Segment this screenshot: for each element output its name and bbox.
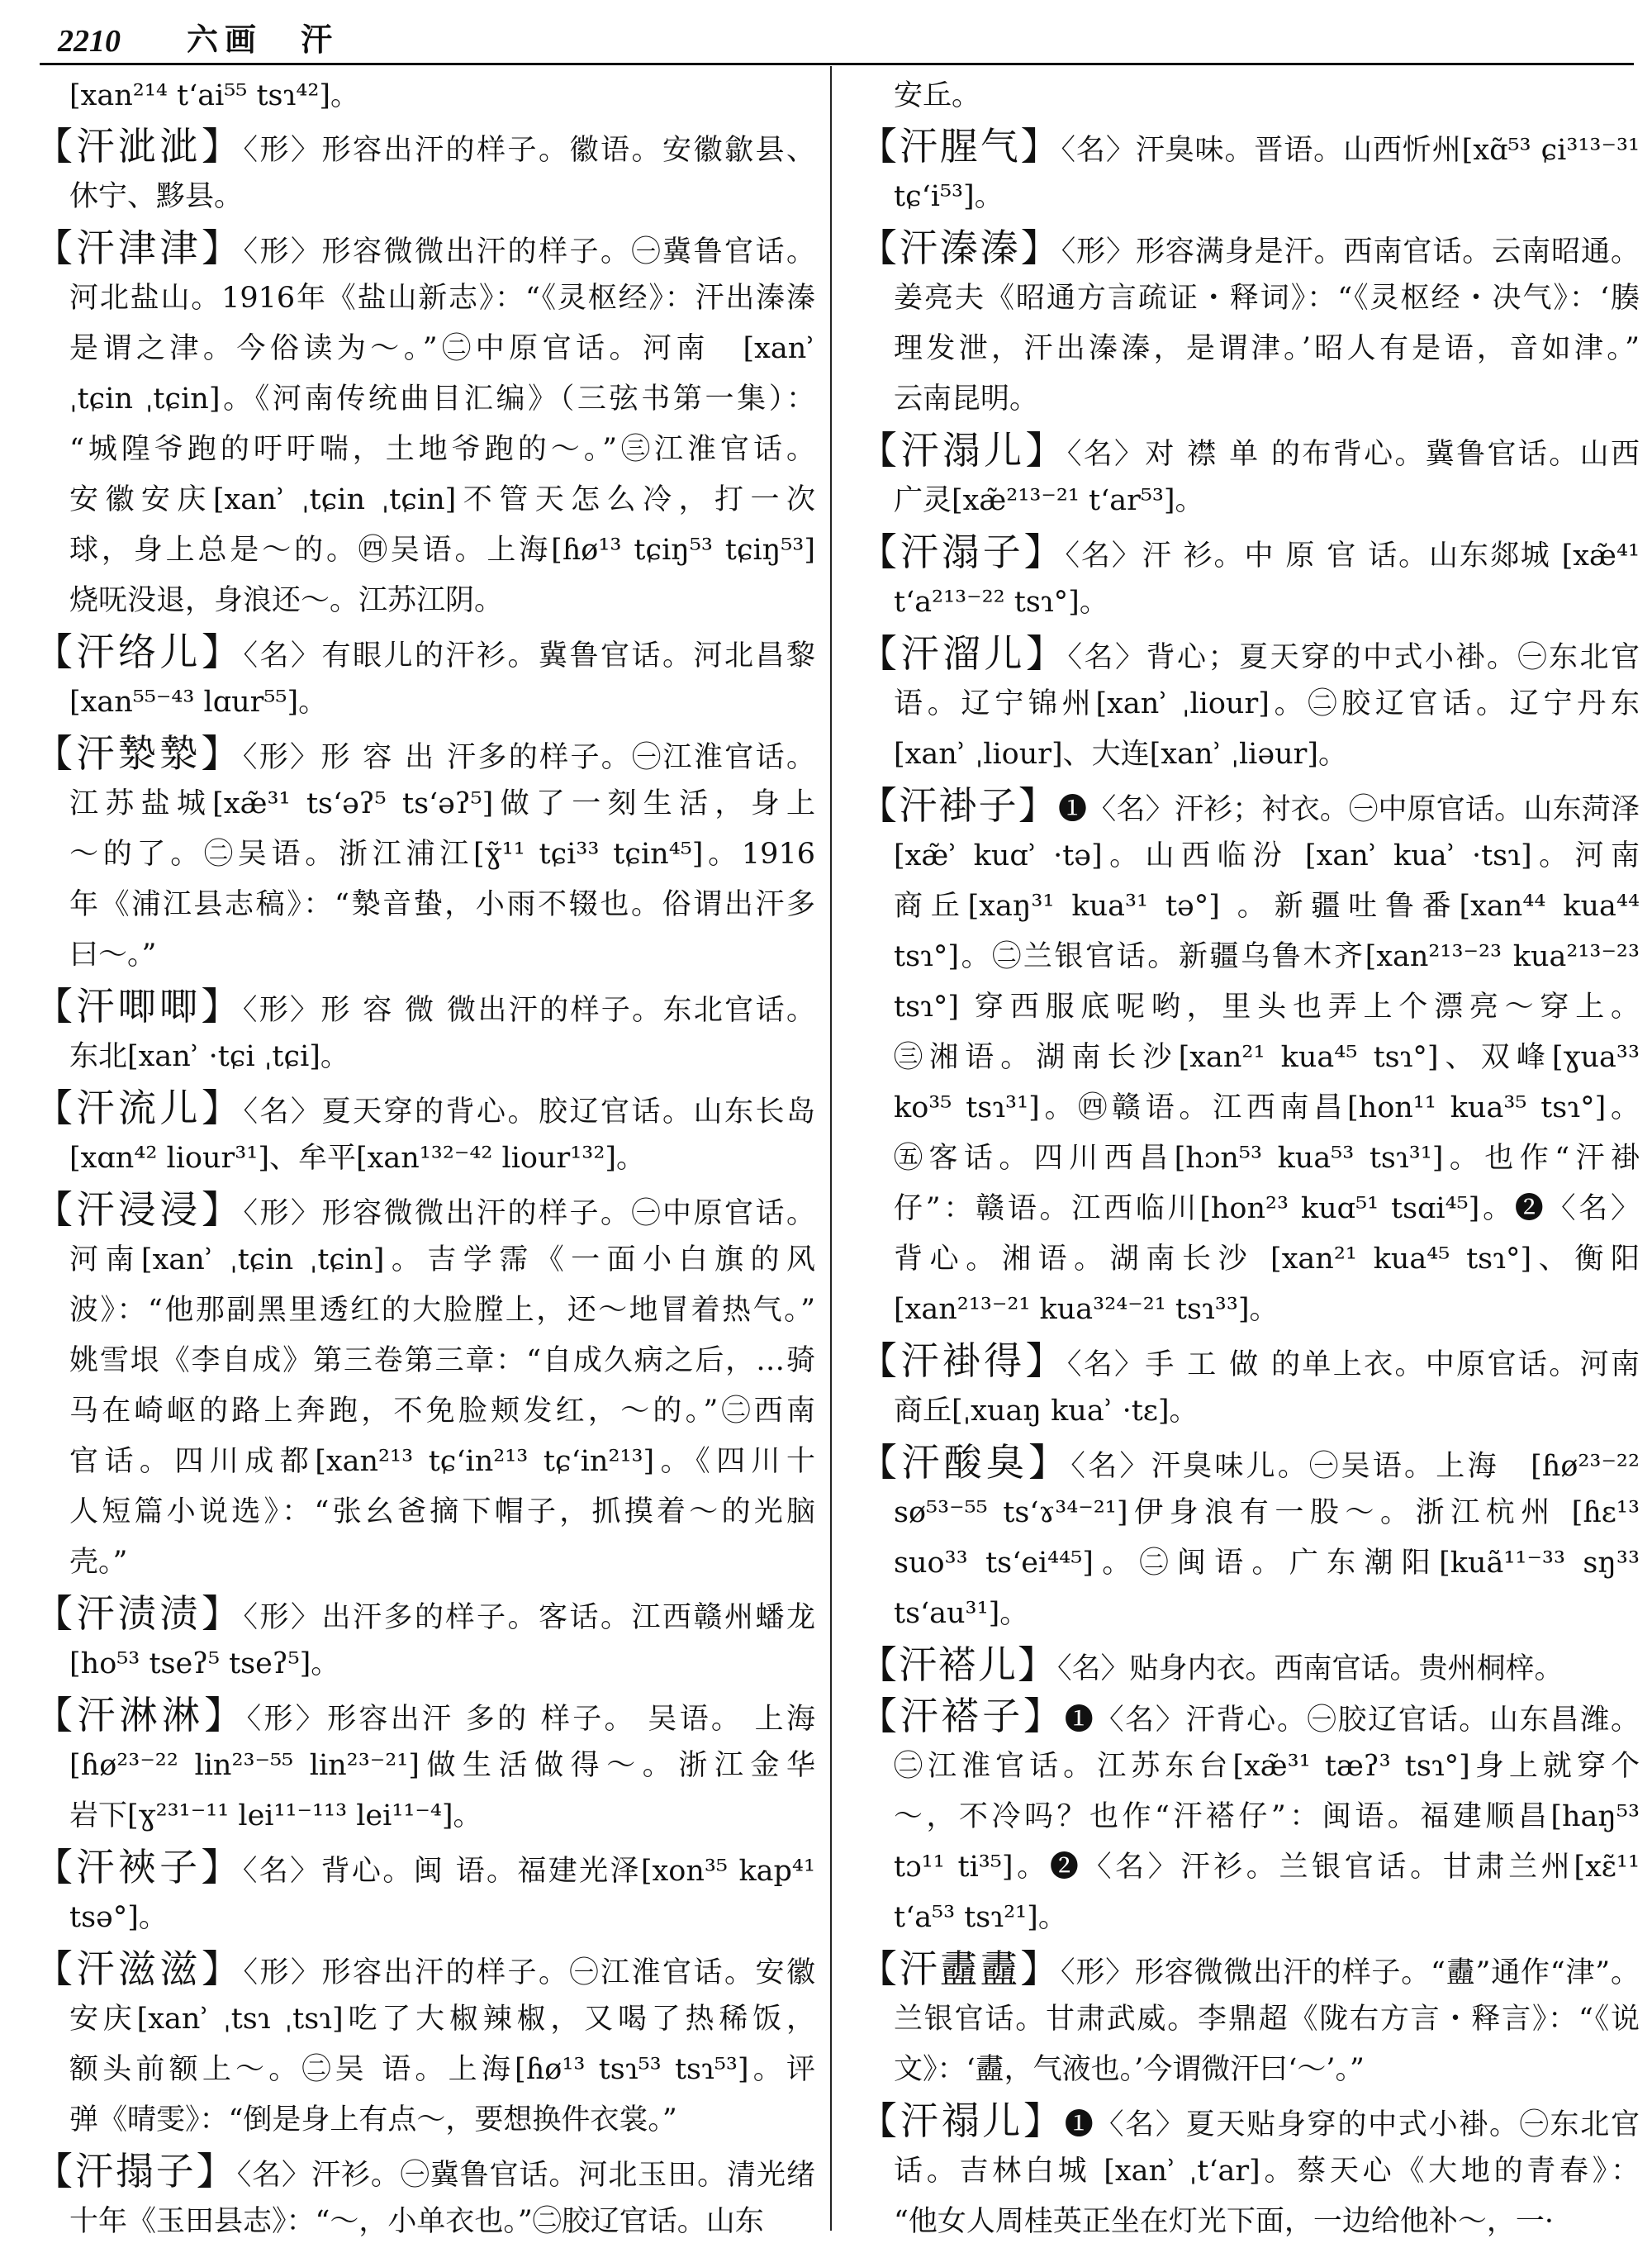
definition-text: tsə°]。 (69, 1901, 168, 1934)
headword: 【汗褡儿】 (859, 1642, 1057, 1687)
definition-text: 〈名〉手 工 做 的单上衣。中原官话。河南 (1066, 1348, 1640, 1381)
entry-text-line (859, 730, 1640, 780)
entry-text-line (35, 2095, 815, 2146)
dictionary-entry (859, 425, 1640, 526)
entry-first-line (35, 121, 815, 172)
entry-text-line (859, 1792, 1640, 1842)
entry-text-line (35, 1235, 815, 1286)
definition-text: 弹《晴雯》：“倒是身上有点～，要想换件衣裳。” (69, 2103, 677, 2136)
entry-first-line (35, 627, 815, 677)
definition-text: 〈名〉汗臭味。晋语。山西忻州[xɑ̃⁵³ ɕi³¹³⁻³¹ (1061, 134, 1640, 167)
definition-text: 〈名〉汗臭味儿。㊀吴语。上海 [ɦø²³⁻²² (1070, 1450, 1640, 1483)
dictionary-entry (859, 1944, 1640, 2095)
definition-text: 话。吉林白城 [xanʾ ˌt‘ar]。蔡天心《大地的青春》： (894, 2155, 1640, 2188)
definition-text: tɔ¹¹ ti³⁵]。❷〈名〉汗衫。兰银官话。甘肃兰州[xɛ̃¹¹ (894, 1851, 1640, 1884)
headword: 【汗溻子】 (859, 530, 1066, 574)
definition-text: t‘a⁵³ tsɿ²¹]。 (894, 1901, 1067, 1934)
entry-text-line (35, 1741, 815, 1791)
entry-first-line (35, 223, 815, 273)
dictionary-entry (859, 527, 1640, 628)
running-header (58, 18, 339, 59)
entry-text-line (35, 2197, 815, 2247)
definition-text: 〈名〉汗 衫。中 原 官 话。山东郯城 [xæ̃⁴¹ (1065, 539, 1640, 573)
header-rule (40, 63, 1634, 65)
entry-text-line (859, 1842, 1640, 1893)
definition-text: ko³⁵ tsɿ³¹]。㊃赣语。江西南昌[hon¹¹ kua³⁵ tsɿ°]。 (894, 1091, 1640, 1124)
headword: 【汗溱溱】 (859, 226, 1061, 270)
dictionary-entry (859, 629, 1640, 780)
entry-text-line (859, 932, 1640, 982)
definition-text: ❶〈名〉汗衫；衬衣。㊀中原官话。山东菏泽 (1058, 793, 1640, 826)
definition-text: 〈名〉夏天穿的背心。胶辽官话。山东长岛 (243, 1095, 815, 1129)
headword: 【汗酸臭】 (859, 1440, 1071, 1485)
definition-text: 广灵[xæ̃²¹³⁻²¹ t‘ar⁵³]。 (894, 484, 1204, 517)
definition-text: [ho⁵³ tseʔ⁵ tseʔ⁵]。 (69, 1647, 340, 1680)
entry-text-line (35, 880, 815, 930)
definition-text: 文》：‘衋，气液也。’今谓微汗曰‘～’。” (894, 2053, 1365, 2086)
entry-first-line (859, 1640, 1640, 1690)
definition-text: 岩下[ɣ²³¹⁻¹¹ lei¹¹⁻¹¹³ lei¹¹⁻⁴]。 (69, 1799, 482, 1832)
definition-text: sø⁵³⁻⁵⁵ ts‘ɤ³⁴⁻²¹]伊身浪有一股～。浙江杭州 [ɦɛ¹³ (894, 1496, 1640, 1529)
headword: 【汗滋滋】 (35, 1946, 244, 1991)
entry-text-line (35, 1994, 815, 2045)
definition-text: 曰～。” (69, 939, 157, 972)
dictionary-entry (35, 2146, 815, 2247)
left-column (35, 71, 815, 2248)
entry-text-line (35, 677, 815, 728)
headword: 【汗搨子】 (35, 2149, 237, 2193)
definition-text: 〈名〉对 襟 单 的布背心。冀鲁官话。山西 (1066, 438, 1640, 471)
headword: 【汗溻儿】 (859, 428, 1067, 473)
definition-text: 背心。湘语。湖南长沙 [xan²¹ kua⁴⁵ tsɿ°]、衡阳 (894, 1243, 1640, 1276)
headword: 【汗淋淋】 (35, 1693, 247, 1737)
continued-text-line: [xan²¹⁴ t‘ai⁵⁵ tsɿ⁴²]。 (69, 79, 360, 112)
entry-text-line (859, 679, 1640, 730)
entry-first-line (35, 1842, 815, 1893)
headword: 【汗流儿】 (35, 1086, 244, 1130)
entry-text-line (859, 1033, 1640, 1083)
entry-first-line (859, 2096, 1640, 2146)
entry-first-line (859, 223, 1640, 273)
definition-text: ˌtɕin ˌtɕin]。《河南传统曲目汇编》（三弦书第一集）： (69, 383, 815, 416)
headword: 【汗浸浸】 (35, 1187, 244, 1232)
dictionary-entry (859, 1438, 1640, 1639)
definition-text: [xæ̃ʾ kuɑʾ ·tə]。山西临汾 [xanʾ kuaʾ ·tsɿ]。河南 (894, 839, 1640, 872)
definition-text: ～，不冷吗？也作“汗褡仔”：闽语。福建顺昌[haŋ⁵³ (894, 1800, 1640, 1833)
definition-text: 安庆[xanʾ ˌtsɿ ˌtsɿ]吃了大椒辣椒，又喝了热稀饭， (69, 2003, 815, 2036)
definition-text: “他女人周桂英正坐在灯光下面，一边给他补～，一· (894, 2205, 1555, 2238)
dictionary-entry (859, 781, 1640, 1335)
dictionary-entry (35, 121, 815, 222)
entry-text-line (859, 982, 1640, 1033)
definition-text: ts‘au³¹]。 (894, 1597, 1029, 1630)
definition-text: 河北盐山。1916年《盐山新志》：“《灵枢经》：汗出溱溱 (69, 282, 815, 315)
entry-text-line (859, 273, 1640, 324)
definition-text: 十年《玉田县志》：“～，小单衣也。”㊁胶辽官话。山东 (69, 2205, 764, 2238)
definition-text: [xan²¹³⁻²¹ kua³²⁴⁻²¹ tsɿ³³]。 (894, 1293, 1279, 1326)
definition-text: 语。辽宁锦州[xanʾ ˌliour]。㊁胶辽官话。辽宁丹东 (894, 687, 1640, 720)
entry-text-line (859, 1538, 1640, 1589)
entry-first-line (35, 1083, 815, 1134)
entry-text-line (35, 1336, 815, 1386)
headword: 【汗唧唧】 (35, 984, 243, 1029)
entry-text-line (35, 1537, 815, 1588)
dictionary-entry (35, 223, 815, 626)
definition-text: 〈名〉贴身内衣。西南官话。贵州桐梓。 (1057, 1652, 1564, 1685)
definition-text: 〈形〉形容出汗的样子。徽语。安徽歙县、 (243, 134, 815, 167)
entry-text-line (35, 1437, 815, 1487)
entry-text-line (35, 172, 815, 222)
definition-text: 理发泄，汗出溱溱，是谓津。’昭人有是语，音如津。” (894, 332, 1640, 365)
definition-text: 〈形〉形容满身是汗。西南官话。云南昭通。 (1061, 235, 1640, 269)
definition-text: ❶〈名〉夏天贴身穿的中式小褂。㊀东北官 (1064, 2108, 1640, 2141)
entry-text-line (35, 475, 815, 525)
dictionary-entry (859, 1336, 1640, 1437)
right-column (859, 71, 1640, 2248)
entry-text-line (859, 1083, 1640, 1134)
entry-first-line (859, 781, 1640, 831)
definition-text: 〈形〉形 容 微 微出汗的样子。东北官话。 (242, 994, 815, 1027)
entry-first-line (35, 1944, 815, 1994)
definition-text: 年《浦江县志稿》：“漐音蛰，小雨不辍也。俗谓出汗多 (69, 888, 815, 921)
continued-text-line: 安丘。 (894, 79, 981, 112)
entry-text-line (35, 1386, 815, 1437)
headword: 【汗衋衋】 (859, 1946, 1061, 1991)
definition-text: 〈形〉出汗多的样子。客话。江西赣州蟠龙 (243, 1601, 815, 1634)
definition-text: [xɑn⁴² liour³¹]、牟平[xan¹³²⁻⁴² liour¹³²]。 (69, 1142, 646, 1175)
entry-text-line (859, 2146, 1640, 2197)
definition-text: [ɦø²³⁻²² lin²³⁻⁵⁵ lin²³⁻²¹]做生活做得～。浙江金华 (69, 1749, 815, 1782)
definition-text: ❶〈名〉汗背心。㊀胶辽官话。山东昌潍。 (1064, 1704, 1640, 1737)
dictionary-entry (859, 1640, 1640, 1690)
definition-text: 〈形〉形容出汗的样子。㊀江淮官话。安徽 (243, 1956, 815, 1989)
headword: 【汗褂得】 (859, 1338, 1067, 1383)
entry-text-line (859, 2045, 1640, 2095)
entry-text-line (859, 374, 1640, 425)
definition-text: tsɿ°]。㊁兰银官话。新疆乌鲁木齐[xan²¹³⁻²³ kua²¹³⁻²³ (894, 940, 1640, 973)
entry-text-line (859, 1994, 1640, 2045)
entry-first-line (859, 1691, 1640, 1742)
definition-text: 江苏盐城[xæ̃³¹ ts‘əʔ⁵ ts‘əʔ⁵]做了一刻生活，身上 (69, 787, 815, 820)
entry-first-line (859, 527, 1640, 577)
definition-text: 东北[xanʾ ·tɕi ˌtɕi]。 (69, 1040, 349, 1073)
dictionary-entry (35, 1944, 815, 2146)
headword: 【汗禢儿】 (859, 2098, 1065, 2143)
definition-text: 安徽安庆[xanʾ ˌtɕin ˌtɕin]不管天怎么冷，打一次 (69, 483, 815, 516)
entry-text-line (35, 779, 815, 829)
entry-first-line (859, 629, 1640, 679)
definition-text: 人短篇小说选》：“张幺爸摘下帽子，抓摸着～的光脑 (69, 1495, 815, 1528)
definition-text: 仔”：赣语。江西临川[hon²³ kuɑ⁵¹ tsɑi⁴⁵]。❷〈名〉 (894, 1192, 1640, 1225)
dictionary-entry (35, 1589, 815, 1690)
entry-text-line (859, 831, 1640, 882)
headword: 【汗裌子】 (35, 1845, 243, 1889)
entry-text-line (859, 1234, 1640, 1285)
entry-first-line (35, 729, 815, 779)
dictionary-entry (35, 981, 815, 1082)
definition-text: 〈形〉形容出汗 多的 样子。 吴语。 上海 (246, 1703, 815, 1736)
entry-text-line (35, 425, 815, 475)
headword: 【汗漐漐】 (35, 731, 243, 776)
section-title: 六画 汗 (187, 21, 339, 58)
definition-text: 球，身上总是～的。㊃吴语。上海[ɦø¹³ tɕiŋ⁵³ tɕiŋ⁵³] (69, 534, 815, 567)
definition-text: ㊁江淮官话。江苏东台[xæ̃³¹ tæʔ³ tsɿ°]身上就穿个 (894, 1750, 1640, 1783)
definition-text: t‘a²¹³⁻²² tsɿ°]。 (894, 586, 1108, 619)
definition-text: 姚雪垠《李自成》第三卷第三章：“自成久病之后，…骑 (69, 1344, 815, 1377)
dictionary-entry (35, 1083, 815, 1184)
entry-text-line (859, 476, 1640, 526)
entry-text-line (35, 2045, 815, 2095)
definition-text: 〈名〉汗衫。㊀冀鲁官话。河北玉田。清光绪 (236, 2159, 815, 2192)
definition-text: 烧呒没退，身浪还～。江苏江阴。 (69, 584, 504, 617)
dictionary-entry (35, 1185, 815, 1588)
headword: 【汗泚泚】 (35, 124, 244, 169)
headword: 【汗渍渍】 (35, 1591, 244, 1636)
entry-first-line (35, 981, 815, 1032)
entry-text-line (859, 1893, 1640, 1943)
dictionary-entry (859, 223, 1640, 425)
entry-first-line (35, 1589, 815, 1639)
definition-text: 〈名〉背心；夏天穿的中式小褂。㊀东北官 (1067, 641, 1640, 674)
definition-text: 〈形〉形 容 出 汗多的样子。㊀江淮官话。 (242, 741, 815, 774)
definition-text: 休宁、黟县。 (69, 180, 244, 213)
definition-text: 〈形〉形容微微出汗的样子。㊀冀鲁官话。 (243, 235, 815, 269)
entry-text-line (859, 1134, 1640, 1184)
entry-text-line (859, 1184, 1640, 1234)
entry-text-line (859, 1742, 1640, 1792)
headword: 【汗津津】 (35, 226, 244, 270)
definition-text: ～的了。㊁吴语。浙江浦江[ɣ̃¹¹ tɕi³³ tɕin⁴⁵]。1916 (69, 838, 815, 871)
entry-first-line (35, 1185, 815, 1235)
definition-text: 兰银官话。甘肃武威。李鼎超《陇右方言・释言》：“《说 (894, 2003, 1640, 2036)
definition-text: 壳。” (69, 1546, 128, 1579)
entry-text-line (35, 930, 815, 981)
definition-text: 〈形〉形容微微出汗的样子。㊀中原官话。 (243, 1197, 815, 1230)
entry-text-line (35, 1286, 815, 1336)
entry-text-line (35, 1639, 815, 1690)
definition-text: 马在崎岖的路上奔跑，不免脸颊发红，～的。”㊁西南 (69, 1395, 815, 1428)
headword: 【汗溜儿】 (859, 631, 1068, 676)
dictionary-entry (859, 1691, 1640, 1943)
entry-text-line (35, 273, 815, 324)
dictionary-entry (35, 1842, 815, 1943)
entry-text-line (859, 1488, 1640, 1538)
entry-text-line (35, 829, 815, 880)
entry-text-line (35, 1487, 815, 1537)
dictionary-entry (35, 1690, 815, 1842)
entry-text-line (35, 1791, 815, 1842)
dictionary-entry (859, 2096, 1640, 2247)
entry-text-line (35, 1893, 815, 1943)
entry-first-line (859, 1438, 1640, 1488)
entry-text-line (859, 1589, 1640, 1639)
dictionary-entry (859, 121, 1640, 222)
definition-text: 商丘[ˌxuaŋ kuaʾ ·tɛ]。 (894, 1395, 1199, 1428)
definition-text: ㊄客话。四川西昌[hɔn⁵³ kua⁵³ tsɿ³¹]。也作“汗褂 (894, 1142, 1640, 1175)
headword: 【汗腥气】 (859, 124, 1061, 169)
entry-text-line (35, 1032, 815, 1082)
definition-text: 波》：“他那副黑里透红的大脸膛上，还～地冒着热气。” (69, 1294, 815, 1327)
entry-first-line (859, 1336, 1640, 1386)
definition-text: tɕ‘i⁵³]。 (894, 180, 1004, 213)
entry-first-line (859, 1944, 1640, 1994)
definition-text: 河南[xanʾ ˌtɕin ˌtɕin]。吉学霈《一面小白旗的风 (69, 1243, 815, 1276)
entry-text-line (859, 172, 1640, 222)
definition-text: ㊂湘语。湖南长沙[xan²¹ kua⁴⁵ tsɿ°]、双峰[ɣua³³ (894, 1041, 1640, 1074)
definition-text: 〈形〉形容微微出汗的样子。“衋”通作“津”。 (1061, 1956, 1640, 1989)
definition-text: 是谓之津。今俗读为～。”㊁中原官话。河南 [xanʾ (69, 332, 815, 365)
definition-text: 商丘[xaŋ³¹ kua³¹ tə°] 。新疆吐鲁番[xan⁴⁴ kua⁴⁴ (894, 890, 1640, 923)
entry-first-line (35, 1690, 815, 1741)
entry-first-line (35, 2146, 815, 2197)
page-number: 2210 (58, 24, 121, 59)
headword: 【汗褂子】 (859, 783, 1059, 828)
column-divider (830, 66, 832, 2231)
definition-text: [xanʾ ˌliour]、大连[xanʾ ˌliəur]。 (894, 738, 1348, 771)
entry-text-line (859, 577, 1640, 628)
entry-first-line (859, 121, 1640, 172)
headword: 【汗络儿】 (35, 630, 244, 674)
definition-text: suo³³ ts‘ei⁴⁴⁵]。㊁闽语。广东潮阳[kuã¹¹⁻³³ sŋ³³ (894, 1547, 1640, 1580)
entry-text-line (35, 374, 815, 425)
definition-text: [xan⁵⁵⁻⁴³ lɑur⁵⁵]。 (69, 686, 328, 719)
entry-first-line (859, 425, 1640, 476)
definition-text: 〈名〉背心。闽 语。福建光泽[xon³⁵ kap⁴¹ (242, 1855, 815, 1888)
entry-text-line (35, 324, 815, 374)
definition-text: 姜亮夫《昭通方言疏证・释词》：“《灵枢经・决气》：‘腠 (894, 282, 1640, 315)
definition-text: tsɿ°] 穿西服底呢哟，里头也弄上个漂亮～穿上。 (894, 991, 1640, 1024)
definition-text: “城隍爷跑的吁吁喘，土地爷跑的～。”㊂江淮官话。 (69, 433, 815, 466)
definition-text: 额头前额上～。㊁吴 语。上海[ɦø¹³ tsɿ⁵³ tsɿ⁵³]。评 (69, 2053, 815, 2086)
dictionary-entry (35, 627, 815, 728)
entry-text-line (859, 882, 1640, 932)
entry-text-line (35, 576, 815, 626)
entry-text-line (859, 324, 1640, 374)
dictionary-entry (35, 729, 815, 981)
definition-text: 云南昆明。 (894, 383, 1039, 416)
entry-text-line (859, 1386, 1640, 1437)
definition-text: 官话。四川成都[xan²¹³ tɕ‘in²¹³ tɕ‘in²¹³]。《四川十 (69, 1445, 815, 1478)
definition-text: 〈名〉有眼儿的汗衫。冀鲁官话。河北昌黎 (243, 639, 815, 672)
headword: 【汗褡子】 (859, 1694, 1065, 1738)
entry-text-line (35, 525, 815, 576)
entry-text-line (35, 1134, 815, 1184)
entry-text-line (859, 2197, 1640, 2247)
entry-text-line (859, 1285, 1640, 1335)
